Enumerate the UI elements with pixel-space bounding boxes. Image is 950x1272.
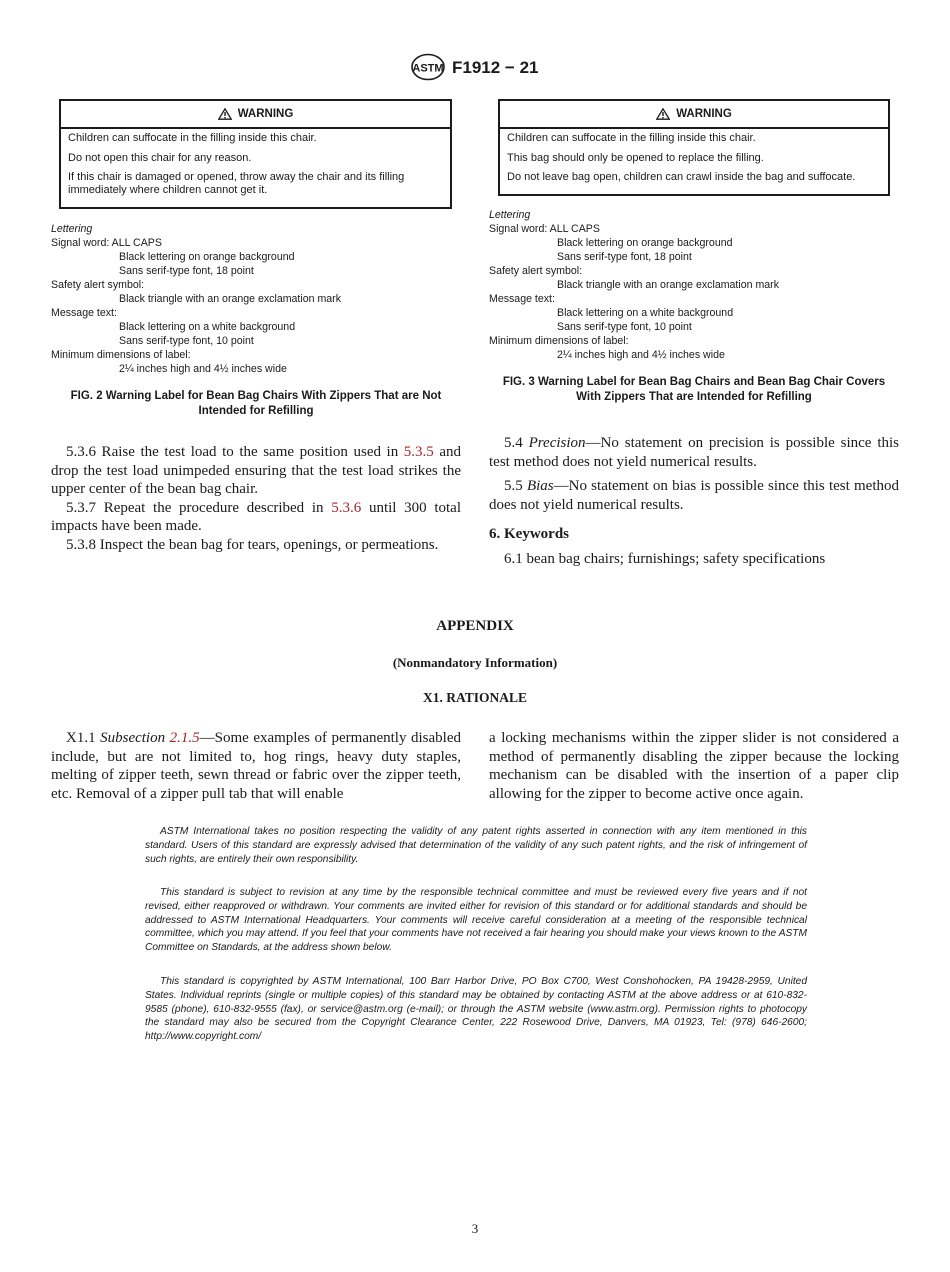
copyright-notice: This standard is copyrighted by ASTM International, 100 Barr Harbor Drive, PO Box C700, West Conshohocken, PA 19428-2959, United States. Individual reprints (single or multiple copies) of this standard may be obtained by contacting ASTM at the above address or at 610-832-9585 (phone), 610-832-9555 (fax), or service@astm.org (e-mail); or through the ASTM website (www.astm.org). Permission rights to photocopy the standard may also be secured from the Copyright Clearance Center, 222 Rosewood Drive, Danvers, MA 01923, Tel: (978) 646-2600; http://www.copyright.com/	[145, 976, 807, 1043]
figure-2-caption: FIG. 2 Warning Label for Bean Bag Chairs With Zippers That are Not Intended for Refilling	[70, 390, 442, 417]
ref-link-5-3-5[interactable]: 5.3.5	[403, 444, 434, 460]
body-right-column	[489, 434, 899, 568]
warning-triangle-icon	[218, 108, 232, 120]
paragraph-5-3-8: 5.3.8 Inspect the bean bag for tears, openings, or permeations.	[66, 536, 439, 553]
figure-3-caption: FIG. 3 Warning Label for Bean Bag Chairs and Bean Bag Chair Covers With Zippers That are Intended for Refilling	[502, 376, 886, 403]
patent-notice: ASTM International takes no position respecting the validity of any patent rights asserted in connection with any item mentioned in this standard. Users of this standard are expressly advised that determination of the validity of any such patent rights, and the risk of infringement of such rights, are entirely their own responsibility.	[145, 826, 807, 865]
warning-line: Do not leave bag open, children can crawl inside the bag and suffocate.	[507, 171, 856, 183]
paragraph-5-5: 5.5 Bias—No statement on bias is possible since this test method does not yield numerical results.	[489, 478, 900, 513]
appendix-section-heading: X1. RATIONALE	[422, 690, 527, 705]
warning-line: This bag should only be opened to replace the filling.	[507, 151, 764, 164]
appendix-subtitle: (Nonmandatory Information)	[392, 655, 558, 670]
warning-line: Children can suffocate in the filling inside this chair.	[507, 132, 756, 144]
appendix-title: APPENDIX	[436, 618, 514, 634]
warning-label-title: WARNING	[500, 101, 888, 129]
paragraph-5-3-6: 5.3.6 Raise the test load to the same position used in 5.3.5 and drop the test load unimpeded ensuring that the test load strikes the upper center of the bean bag chair.	[51, 444, 461, 497]
warning-label-fig2	[59, 99, 452, 209]
keywords-heading: 6. Keywords	[489, 526, 569, 542]
paragraph-5-4: 5.4 Precision—No statement on precision is possible since this test method does not yield numerical results.	[489, 435, 899, 470]
lettering-spec-fig2: Lettering Signal word: ALL CAPS Black lettering on orange background Sans serif-type font, 18 point Safety alert symbol: Black triangle with an orange exclamation mark Message text: Black lettering on a white background Sans serif-type font, 10 point Minimum dimensions of label: 2¼ inches high and 4½ inches wide	[51, 223, 341, 375]
warning-line: Do not open this chair for any reason.	[68, 151, 252, 164]
warning-label-fig3	[498, 99, 890, 196]
paragraph-x1-1-right: a locking mechanisms within the zipper slider is not considered a method of permanently disabling the zipper because the locking mechanism can be disabled with the insertion of a paper clip allowing for the zipper to become active once again.	[489, 730, 899, 802]
paragraph-5-3-7: 5.3.7 Repeat the procedure described in 5.3.6 until 300 total impacts have been made.	[51, 499, 461, 534]
body-left-column	[51, 443, 461, 554]
standard-designation: F1912 − 21	[452, 58, 539, 77]
warning-label-title: WARNING	[61, 101, 450, 129]
keywords-text: 6.1 bean bag chairs; furnishings; safety specifications	[504, 550, 826, 567]
revision-notice: This standard is subject to revision at any time by the responsible technical committee and must be reviewed every five years and if not revised, either reapproved or withdrawn. Your comments are invited either for revision of this standard or for additional standards and should be addressed to ASTM International Headquarters. Your comments will receive careful consideration at a meeting of the responsible technical committee, which you may attend. If you feel that your comments have not received a fair hearing you should make your views known to the ASTM Committee on Standards, at the address shown below.	[145, 887, 807, 954]
ref-link-2-1-5[interactable]: 2.1.5	[169, 730, 200, 746]
astm-logo	[410, 53, 446, 81]
svg-text:ASTM: ASTM	[412, 62, 444, 75]
page-number: 3	[471, 1221, 479, 1236]
ref-link-5-3-6[interactable]: 5.3.6	[331, 499, 362, 516]
warning-line: If this chair is damaged or opened, throw away the chair and its filling immediately where children cannot get it.	[68, 171, 405, 196]
lettering-spec-fig3: Lettering Signal word: ALL CAPS Black lettering on orange background Sans serif-type font, 18 point Safety alert symbol: Black triangle with an orange exclamation mark Message text: Black lettering on a white background Sans serif-type font, 10 point Minimum dimensions of label: 2¼ inches high and 4½ inches wide	[489, 209, 779, 361]
warning-line: Children can suffocate in the filling inside this chair.	[68, 132, 317, 144]
warning-triangle-icon	[656, 108, 670, 120]
paragraph-x1-1-left: X1.1 Subsection 2.1.5—Some examples of permanently disabled include, but are not limited to, hog rings, heavy duty staples, melting of zipper teeth, sewn thread or fabric over the zipper teeth, etc. Removal of a zipper pull tab that will enable	[51, 730, 461, 802]
